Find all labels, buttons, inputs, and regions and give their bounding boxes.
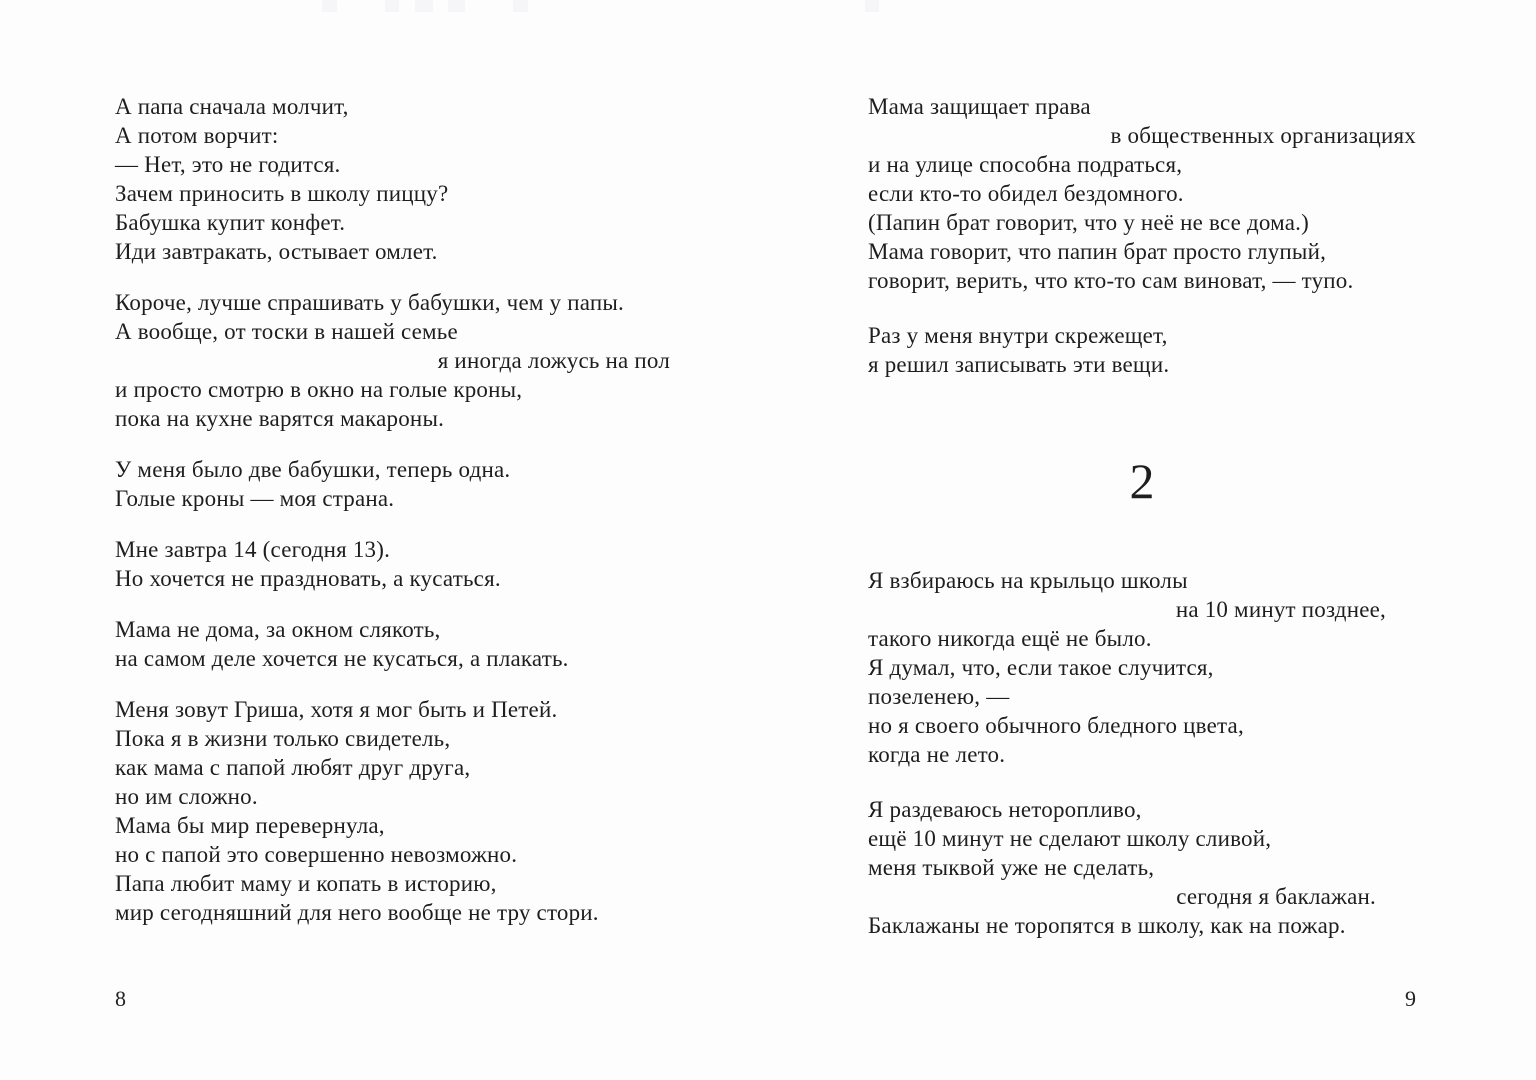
poem-line: (Папин брат говорит, что у неё не все дома.) <box>868 210 1309 235</box>
poem-line: такого никогда ещё не было. <box>868 626 1152 651</box>
poem-line: но им сложно. <box>115 784 258 809</box>
poem-line: Бабушка купит конфет. <box>115 210 346 235</box>
poem-line: если кто-то обидел бездомного. <box>868 181 1184 206</box>
right-page <box>868 92 1416 966</box>
poem-line: Мама бы мир перевернула, <box>115 813 385 838</box>
poem-line: в общественных организациях <box>1110 123 1416 148</box>
poem-line: на 10 минут позднее, <box>1175 597 1386 622</box>
poem-line: и просто смотрю в окно на голые кроны, <box>115 377 523 402</box>
poem-line: позеленею, — <box>868 684 1010 709</box>
poem-line: когда не лето. <box>868 742 1006 767</box>
stanza <box>868 795 1416 940</box>
stanza <box>868 566 1416 769</box>
scan-artifact <box>415 0 433 12</box>
stanza <box>868 321 1416 379</box>
poem-line: я иногда ложусь на пол <box>437 348 670 373</box>
poem-line: Мама говорит, что папин брат просто глупый, <box>868 239 1327 264</box>
stanza <box>115 288 676 433</box>
poem-line: А вообще, от тоски в нашей семье <box>115 319 458 344</box>
poem-line: Я думал, что, если такое случится, <box>868 655 1214 680</box>
poem-line: Папа любит маму и копать в историю, <box>115 871 497 896</box>
poem-line: пока на кухне варятся макароны. <box>115 406 445 431</box>
page-number-left: 8 <box>115 986 126 1011</box>
poem-line: Мне завтра 14 (сегодня 13). <box>115 537 391 562</box>
scan-artifact <box>513 0 528 12</box>
poem-line: Мама защищает права <box>868 94 1091 119</box>
stanza <box>115 535 676 593</box>
poem-line: мир сегодняшний для него вообще не тру стори. <box>115 900 599 925</box>
poem-line: Иди завтракать, остывает омлет. <box>115 239 438 264</box>
poem-line: Я раздеваюсь неторопливо, <box>868 797 1142 822</box>
section-heading: 2 <box>1129 453 1155 509</box>
left-page <box>115 92 676 949</box>
poem-line: Пока я в жизни только свидетель, <box>115 726 451 751</box>
poem-line: Мама не дома, за окном слякоть, <box>115 617 441 642</box>
poem-line: ещё 10 минут не сделают школу сливой, <box>868 826 1272 851</box>
stanza <box>868 92 1416 295</box>
poem-line: меня тыквой уже не сделать, <box>868 855 1155 880</box>
poem-line: У меня было две бабушки, теперь одна. <box>115 457 511 482</box>
poem-line: Короче, лучше спрашивать у бабушки, чем у папы. <box>115 290 624 315</box>
stanza <box>115 455 676 513</box>
page-number-right: 9 <box>1405 986 1416 1011</box>
poem-line: — Нет, это не годится. <box>115 152 341 177</box>
scan-artifact <box>322 0 337 12</box>
poem-line: Баклажаны не торопятся в школу, как на пожар. <box>868 913 1346 938</box>
poem-line: как мама с папой любят друг друга, <box>115 755 471 780</box>
scan-artifact <box>865 0 879 12</box>
scan-artifact <box>385 0 399 12</box>
poem-line: но с папой это совершенно невозможно. <box>115 842 518 867</box>
poem-line: Меня зовут Гриша, хотя я мог быть и Петей. <box>115 697 558 722</box>
poem-line: говорит, верить, что кто-то сам виноват, — тупо. <box>868 268 1354 293</box>
poem-line: А потом ворчит: <box>115 123 279 148</box>
scan-artifact <box>448 0 465 12</box>
poem-line: я решил записывать эти вещи. <box>868 352 1170 377</box>
poem-line: Но хочется не праздновать, а кусаться. <box>115 566 501 591</box>
poem-line: Раз у меня внутри скрежещет, <box>868 323 1168 348</box>
stanza <box>115 615 676 673</box>
poem-line: А папа сначала молчит, <box>115 94 349 119</box>
poem-line: и на улице способна подраться, <box>868 152 1183 177</box>
poem-line: Голые кроны — моя страна. <box>115 486 395 511</box>
stanza <box>115 695 676 927</box>
poem-line: но я своего обычного бледного цвета, <box>868 713 1244 738</box>
poem-line: Зачем приносить в школу пиццу? <box>115 181 449 206</box>
poem-line: на самом деле хочется не кусаться, а плакать. <box>115 646 569 671</box>
poem-line: сегодня я баклажан. <box>1176 884 1376 909</box>
stanza <box>115 92 676 266</box>
poem-line: Я взбираюсь на крыльцо школы <box>868 568 1188 593</box>
